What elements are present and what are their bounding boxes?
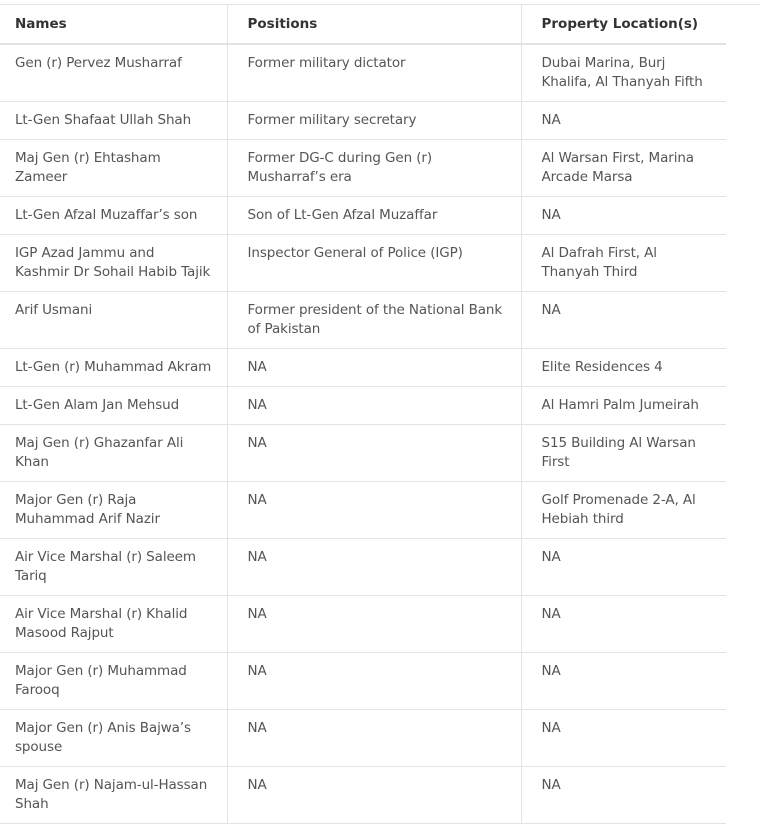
cell-position: Son of Lt-Gen Afzal Muzaffar	[227, 197, 521, 235]
cell-position: NA	[227, 482, 521, 539]
table-row	[0, 197, 726, 235]
cell-position: Former DG-C during Gen (r) Musharraf’s era	[227, 140, 521, 197]
table-row	[0, 235, 726, 292]
table-row	[0, 140, 726, 197]
property-table-container	[0, 4, 760, 824]
cell-location: NA	[521, 710, 726, 767]
table-row	[0, 44, 726, 102]
cell-position: Former military secretary	[227, 102, 521, 140]
cell-name: Lt-Gen Alam Jan Mehsud	[0, 387, 227, 425]
cell-location: NA	[521, 767, 726, 824]
cell-position: NA	[227, 349, 521, 387]
header-row	[0, 5, 726, 45]
cell-name: Maj Gen (r) Najam-ul-Hassan Shah	[0, 767, 227, 824]
cell-location: Golf Promenade 2-A, Al Hebiah third	[521, 482, 726, 539]
cell-name: Maj Gen (r) Ghazanfar Ali Khan	[0, 425, 227, 482]
cell-position: Inspector General of Police (IGP)	[227, 235, 521, 292]
cell-name: Gen (r) Pervez Musharraf	[0, 44, 227, 102]
cell-name: Major Gen (r) Anis Bajwa’s spouse	[0, 710, 227, 767]
cell-location: NA	[521, 539, 726, 596]
cell-location: Elite Residences 4	[521, 349, 726, 387]
cell-location: Al Hamri Palm Jumeirah	[521, 387, 726, 425]
cell-location: Al Dafrah First, Al Thanyah Third	[521, 235, 726, 292]
cell-position: Former president of the National Bank of Pakistan	[227, 292, 521, 349]
cell-position: NA	[227, 653, 521, 710]
cell-position: Former military dictator	[227, 44, 521, 102]
table-row	[0, 349, 726, 387]
table-row	[0, 653, 726, 710]
column-header-positions: Positions	[227, 5, 521, 45]
cell-position: NA	[227, 387, 521, 425]
cell-location: S15 Building Al Warsan First	[521, 425, 726, 482]
table-row	[0, 482, 726, 539]
table-row	[0, 539, 726, 596]
cell-position: NA	[227, 767, 521, 824]
cell-name: Air Vice Marshal (r) Saleem Tariq	[0, 539, 227, 596]
cell-name: Lt-Gen (r) Muhammad Akram	[0, 349, 227, 387]
cell-location: NA	[521, 292, 726, 349]
table-body	[0, 44, 726, 824]
cell-position: NA	[227, 596, 521, 653]
cell-position: NA	[227, 539, 521, 596]
cell-name: Major Gen (r) Muhammad Farooq	[0, 653, 227, 710]
table-row	[0, 710, 726, 767]
table-header	[0, 5, 726, 45]
cell-name: Arif Usmani	[0, 292, 227, 349]
cell-name: Maj Gen (r) Ehtasham Zameer	[0, 140, 227, 197]
cell-name: IGP Azad Jammu and Kashmir Dr Sohail Habib Tajik	[0, 235, 227, 292]
table-row	[0, 387, 726, 425]
table-row	[0, 292, 726, 349]
table-row	[0, 102, 726, 140]
cell-location: NA	[521, 596, 726, 653]
cell-location: NA	[521, 102, 726, 140]
cell-name: Lt-Gen Shafaat Ullah Shah	[0, 102, 227, 140]
cell-position: NA	[227, 425, 521, 482]
cell-name: Major Gen (r) Raja Muhammad Arif Nazir	[0, 482, 227, 539]
cell-location: NA	[521, 653, 726, 710]
table-row	[0, 767, 726, 824]
cell-location: NA	[521, 197, 726, 235]
column-header-locations: Property Location(s)	[521, 5, 726, 45]
property-table	[0, 4, 726, 824]
cell-name: Lt-Gen Afzal Muzaffar’s son	[0, 197, 227, 235]
cell-position: NA	[227, 710, 521, 767]
table-row	[0, 596, 726, 653]
column-header-names: Names	[0, 5, 227, 45]
table-row	[0, 425, 726, 482]
cell-location: Al Warsan First, Marina Arcade Marsa	[521, 140, 726, 197]
cell-location: Dubai Marina, Burj Khalifa, Al Thanyah Fifth	[521, 44, 726, 102]
cell-name: Air Vice Marshal (r) Khalid Masood Rajput	[0, 596, 227, 653]
